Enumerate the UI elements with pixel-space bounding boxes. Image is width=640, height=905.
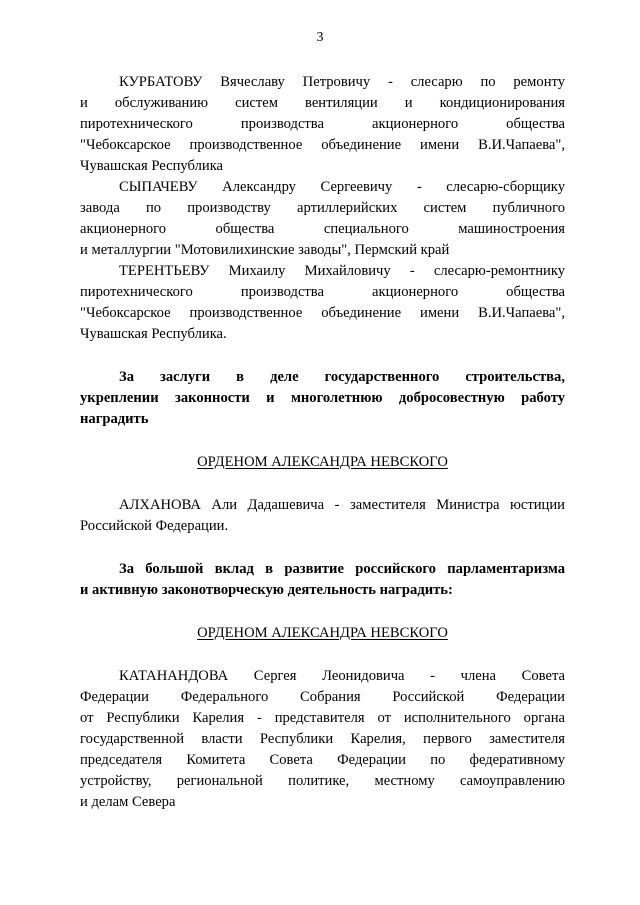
- text-line: КУРБАТОВУ Вячеславу Петровичу - слесарю по ремонту: [119, 74, 565, 90]
- text-line: "Чебоксарское производственное объединение имени В.И.Чапаева",: [80, 305, 565, 321]
- document-body: [80, 72, 565, 813]
- text-line: пиротехнического производства акционерного общества: [80, 284, 565, 300]
- awardee-paragraph-sypachev: [80, 177, 565, 261]
- text-line: ТЕРЕНТЬЕВУ Михаилу Михайловичу - слесарю-ремонтнику: [119, 263, 565, 279]
- text-line: устройству, региональной политике, местному самоуправлению: [80, 773, 565, 789]
- text-line: акционерного общества специального машиностроения: [80, 221, 565, 237]
- text-line: Федерации Федерального Собрания Российской Федерации: [80, 689, 565, 705]
- text-line: АЛХАНОВА Али Дадашевича - заместителя Министра юстиции: [119, 497, 565, 513]
- decree-paragraph-2: [80, 559, 565, 601]
- text-line: государственной власти Республики Карелия, первого заместителя: [80, 731, 565, 747]
- awardee-paragraph-alkhanov: [80, 495, 565, 537]
- text-line: Российской Федерации.: [80, 518, 229, 534]
- decree-paragraph-1: [80, 367, 565, 430]
- text-line: и металлургии "Мотовилихинские заводы", Пермский край: [80, 242, 450, 258]
- awardee-paragraph-terentyev: [80, 261, 565, 345]
- text-line: и обслуживанию систем вентиляции и кондиционирования: [80, 95, 565, 111]
- text-line: СЫПАЧЕВУ Александру Сергеевичу - слесарю-сборщику: [119, 179, 565, 195]
- text-line: КАТАНАНДОВА Сергея Леонидовича - члена Совета: [119, 668, 565, 684]
- decree-line: наградить: [80, 411, 149, 427]
- text-line: от Республики Карелия - представителя от исполнительного органа: [80, 710, 565, 726]
- text-line: завода по производству артиллерийских систем публичного: [80, 200, 565, 216]
- decree-line: За заслуги в деле государственного строительства,: [119, 369, 565, 385]
- awardee-paragraph-kurbatov: [80, 72, 565, 177]
- order-heading-2: ОРДЕНОМ АЛЕКСАНДРА НЕВСКОГО: [197, 625, 448, 641]
- text-line: пиротехнического производства акционерного общества: [80, 116, 565, 132]
- awardee-paragraph-katanandov: [80, 666, 565, 813]
- page-number: 3: [316, 30, 324, 45]
- decree-line: укреплении законности и многолетнюю добросовестную работу: [80, 390, 565, 406]
- decree-line: и активную законотворческую деятельность наградить:: [80, 582, 453, 598]
- text-line: Чувашская Республика: [80, 158, 224, 174]
- text-line: "Чебоксарское производственное объединение имени В.И.Чапаева",: [80, 137, 565, 153]
- order-heading-1: ОРДЕНОМ АЛЕКСАНДРА НЕВСКОГО: [197, 454, 448, 470]
- text-line: и делам Севера: [80, 794, 176, 810]
- decree-line: За большой вклад в развитие российского парламентаризма: [119, 561, 565, 577]
- text-line: председателя Комитета Совета Федерации по федеративному: [80, 752, 565, 768]
- text-line: Чувашская Республика.: [80, 326, 227, 342]
